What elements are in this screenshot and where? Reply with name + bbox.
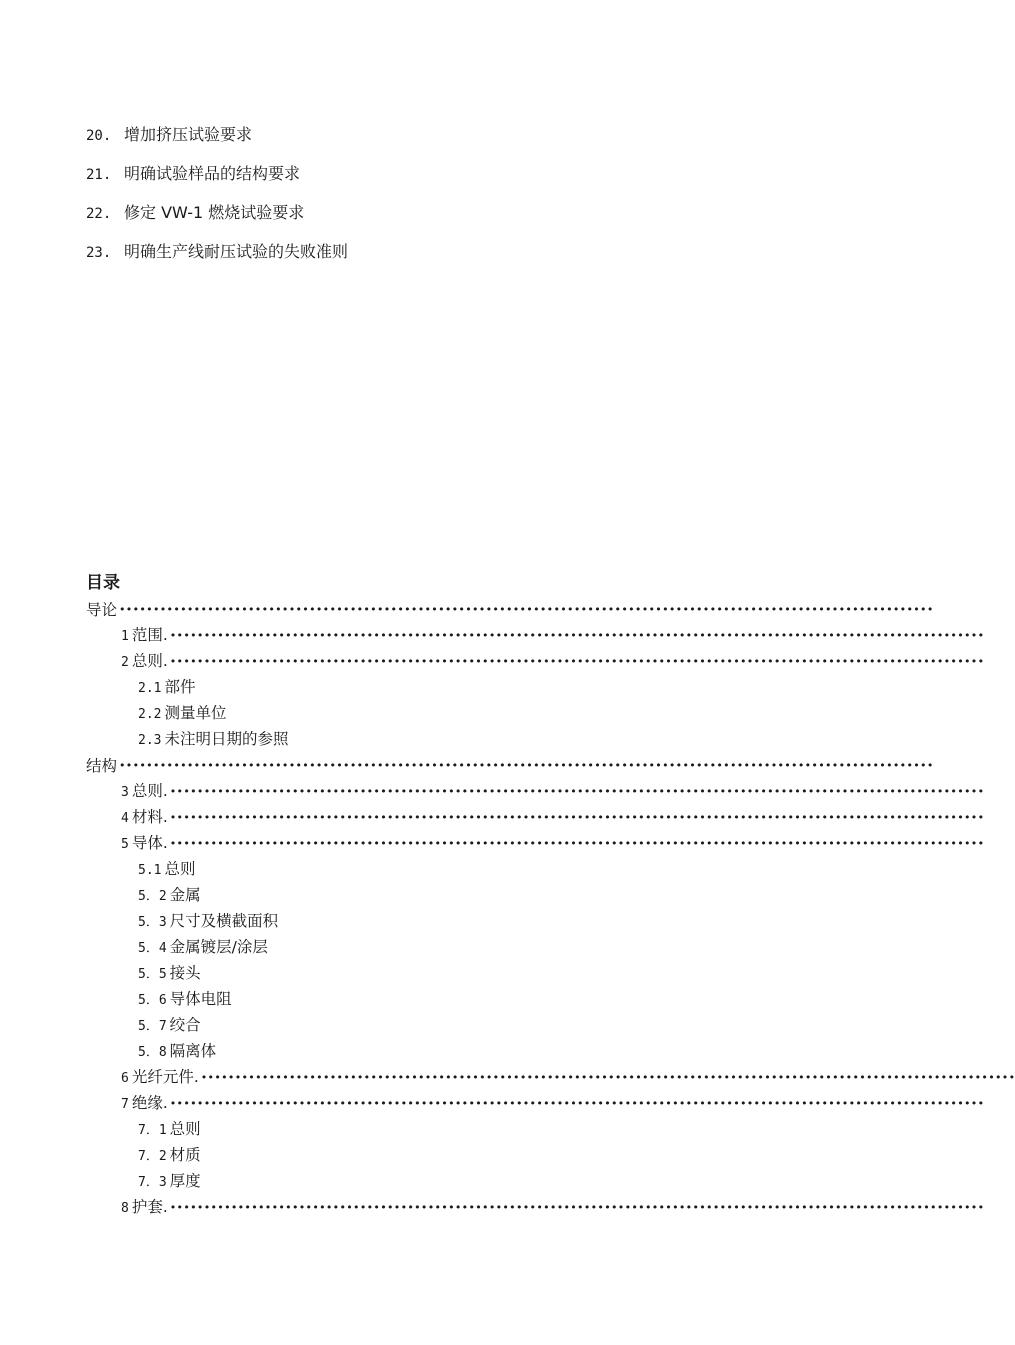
toc-entry-text: 绝缘. — [131, 1094, 168, 1112]
toc-entry-text: 隔离体 — [169, 1042, 217, 1060]
toc-entry-text: 金属 — [169, 886, 201, 904]
toc-entry[interactable] — [86, 675, 582, 701]
toc-entry-text: 光纤元件. — [131, 1068, 199, 1086]
toc-entry-number: 2.3 — [138, 733, 162, 748]
toc-entry[interactable] — [86, 779, 985, 805]
toc-entry-label — [138, 908, 278, 936]
toc-entry-text: 尺寸及横截面积 — [169, 912, 279, 930]
toc-entry-text: 导论 — [86, 601, 118, 619]
change-number: 21. — [86, 167, 112, 183]
toc-entry[interactable] — [86, 1195, 985, 1221]
toc-entry[interactable] — [86, 935, 582, 961]
toc-entry-text: 总则 — [169, 1120, 201, 1138]
change-item — [86, 241, 348, 280]
change-item — [86, 163, 348, 202]
toc-dot-leader: •••••••••••••••••••••••••••••••••••••••••••••••••••••••••••••••••••••••••••••••••••••••••••••••••••••••••••••••••••••••• — [169, 811, 985, 824]
toc-entry-text: 导体. — [131, 834, 168, 852]
toc-entry-label — [138, 1168, 201, 1196]
toc-dot-leader: •••••••••••••••••••••••••••••••••••••••••••••••••••••••••••••••••••••••••••••••••••••••••••••••••••••••••••••••••••••••• — [119, 759, 934, 772]
toc-entry-label — [138, 934, 268, 962]
toc-entry-label — [121, 622, 168, 650]
toc-entry-label — [138, 986, 232, 1014]
toc-entry-text: 范围. — [131, 626, 168, 644]
toc-entry-label — [86, 597, 117, 623]
change-number: 23. — [86, 245, 112, 261]
toc-entry[interactable] — [86, 961, 582, 987]
toc-entry-label — [138, 960, 201, 988]
toc-entry-label — [138, 1038, 216, 1066]
toc-dot-leader: •••••••••••••••••••••••••••••••••••••••••••••••••••••••••••••••••••••••••••••••••••••••••••••••••••••••••••••••••••••••• — [169, 629, 985, 642]
toc-entry-number: 2.1 — [138, 681, 162, 696]
toc-entry[interactable] — [86, 1117, 582, 1143]
toc-entry-number: 4 — [121, 811, 129, 826]
toc-entry[interactable] — [86, 1039, 582, 1065]
toc-dot-leader: •••••••••••••••••••••••••••••••••••••••••••••••••••••••••••••••••••••••••••••••••••••••••••••••••••••••••••••••••••••••• — [169, 837, 985, 850]
toc-entry-number: 1 — [121, 629, 129, 644]
toc-entry-number: 2.2 — [138, 707, 162, 722]
toc-entry-text: 护套. — [131, 1198, 168, 1216]
toc-entry-text: 绞合 — [169, 1016, 201, 1034]
toc-entry-number: 7．2 — [138, 1149, 167, 1164]
toc-entry[interactable] — [86, 753, 934, 779]
toc-entry-number: 5．7 — [138, 1019, 167, 1034]
toc-entry-label — [121, 1194, 168, 1222]
toc-entry-number: 7．1 — [138, 1123, 167, 1138]
toc-entry-text: 接头 — [169, 964, 201, 982]
toc-entry-number: 5．3 — [138, 915, 167, 930]
toc-entry-label — [138, 674, 196, 702]
toc-entry[interactable] — [86, 1169, 582, 1195]
toc-entry-number: 7 — [121, 1097, 129, 1112]
toc-entry-number: 5．5 — [138, 967, 167, 982]
toc-dot-leader: •••••••••••••••••••••••••••••••••••••••••••••••••••••••••••••••••••••••••••••••••••••••••••••••••••••••••••••••••••••••• — [169, 655, 985, 668]
toc-entry-label — [121, 778, 168, 806]
toc-entry-label — [138, 726, 289, 754]
toc-entry[interactable] — [86, 701, 582, 727]
change-number: 22. — [86, 206, 112, 222]
toc-entry-label — [121, 804, 168, 832]
toc-entry-label — [121, 648, 168, 676]
toc-entry-label — [121, 1064, 199, 1092]
toc-entry-text: 结构 — [86, 757, 118, 775]
toc-entry-number: 6 — [121, 1071, 129, 1086]
toc-entry[interactable] — [86, 597, 934, 623]
toc-entry-label — [138, 700, 227, 728]
toc-entry-text: 总则. — [131, 652, 168, 670]
toc-entry-text: 材质 — [169, 1146, 201, 1164]
change-number: 20. — [86, 128, 112, 144]
toc-entry-label — [138, 856, 196, 884]
toc-dot-leader: •••••••••••••••••••••••••••••••••••••••••••••••••••••••••••••••••••••••••••••••••••••••••••••••••••••••••••••••••••••••• — [169, 1201, 985, 1214]
change-text: 增加挤压试验要求 — [124, 125, 253, 144]
toc-entry-number: 7．3 — [138, 1175, 167, 1190]
toc-entry-number: 3 — [121, 785, 129, 800]
toc-entry-text: 总则 — [164, 860, 196, 878]
toc-entry-number: 5 — [121, 837, 129, 852]
toc-title: 目录 — [86, 573, 120, 593]
toc-dot-leader: •••••••••••••••••••••••••••••••••••••••••••••••••••••••••••••••••••••••••••••••••••••••••••••••••••••••••••••••••••••••• — [169, 785, 985, 798]
toc-entry-number: 2 — [121, 655, 129, 670]
change-item — [86, 202, 348, 241]
toc-entry-label — [138, 1142, 201, 1170]
toc-entry-number: 5.1 — [138, 863, 162, 878]
toc-entry[interactable] — [86, 857, 582, 883]
toc-entry[interactable] — [86, 727, 582, 753]
toc-entry-label — [121, 1090, 168, 1118]
toc-entry[interactable] — [86, 987, 582, 1013]
toc-entry-label — [138, 882, 201, 910]
toc-entry[interactable] — [86, 649, 985, 675]
toc-dot-leader: •••••••••••••••••••••••••••••••••••••••••••••••••••••••••••••••••••••••••••••••••••••••••••••••••••••••••••••••••••••••• — [169, 1097, 985, 1110]
toc-entry[interactable] — [86, 1065, 1015, 1091]
toc-dot-leader: •••••••••••••••••••••••••••••••••••••••••••••••••••••••••••••••••••••••••••••••••••••••••••••••••••••••••••••••••••••••• — [119, 603, 934, 616]
toc-entry-number: 8 — [121, 1201, 129, 1216]
toc-entry-text: 未注明日期的参照 — [164, 730, 289, 748]
toc-entry-number: 5．8 — [138, 1045, 167, 1060]
toc-entry-text: 厚度 — [169, 1172, 201, 1190]
toc-dot-leader: •••••••••••••••••••••••••••••••••••••••••••••••••••••••••••••••••••••••••••••••••••••••••••••••••••••••••••••••••••••••• — [200, 1071, 1015, 1084]
table-of-contents — [86, 597, 1015, 1221]
toc-entry[interactable] — [86, 805, 985, 831]
toc-entry[interactable] — [86, 1091, 985, 1117]
toc-entry[interactable] — [86, 909, 582, 935]
toc-entry[interactable] — [86, 883, 582, 909]
toc-entry-label — [138, 1116, 201, 1144]
toc-entry[interactable] — [86, 1143, 582, 1169]
toc-entry-text: 导体电阻 — [169, 990, 232, 1008]
toc-entry-text: 测量单位 — [164, 704, 227, 722]
toc-entry-label — [86, 753, 117, 779]
change-text: 修定 VW-1 燃烧试验要求 — [124, 203, 305, 222]
toc-entry-number: 5．6 — [138, 993, 167, 1008]
toc-entry-label — [138, 1012, 201, 1040]
toc-entry-number: 5．2 — [138, 889, 167, 904]
toc-entry-text: 材料. — [131, 808, 168, 826]
change-text: 明确试验样品的结构要求 — [124, 164, 301, 183]
toc-entry-text: 部件 — [164, 678, 196, 696]
toc-entry-label — [121, 830, 168, 858]
toc-entry-text: 总则. — [131, 782, 168, 800]
change-item — [86, 124, 348, 163]
toc-entry-text: 金属镀层/涂层 — [169, 938, 268, 956]
change-list — [86, 124, 348, 280]
change-text: 明确生产线耐压试验的失败准则 — [124, 242, 349, 261]
toc-entry[interactable] — [86, 831, 985, 857]
toc-entry[interactable] — [86, 1013, 582, 1039]
toc-entry-number: 5．4 — [138, 941, 167, 956]
toc-entry[interactable] — [86, 623, 985, 649]
